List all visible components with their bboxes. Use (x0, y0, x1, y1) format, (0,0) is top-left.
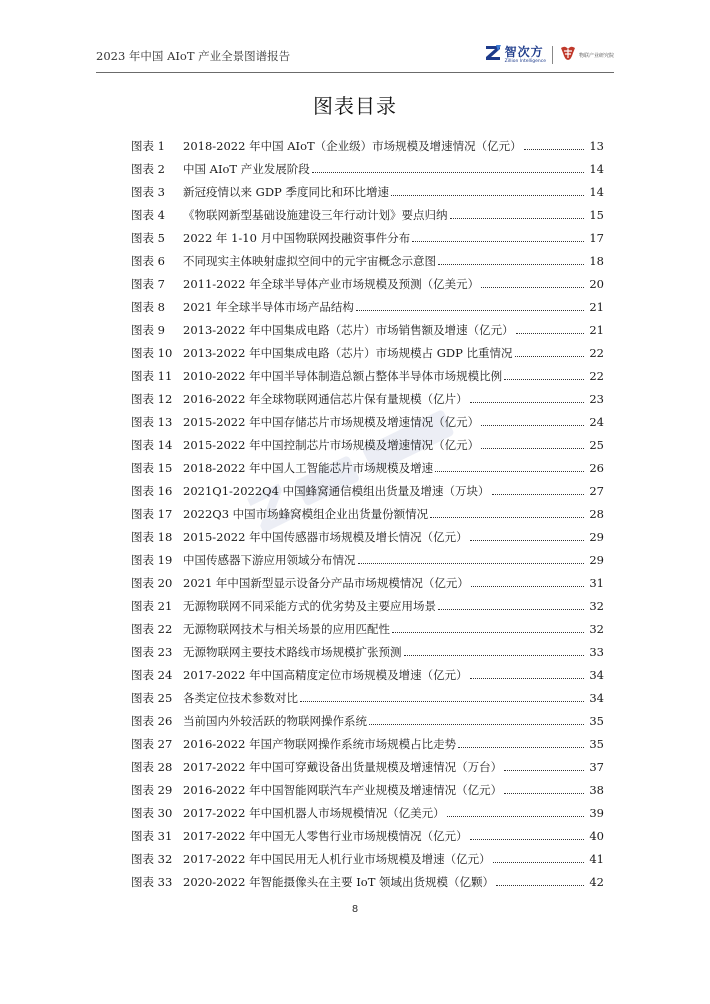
toc-entry[interactable] (131, 544, 604, 567)
toc-entry-label: 图表 10 (131, 346, 173, 360)
toc-entry-label: 图表 11 (131, 369, 173, 383)
toc-dot-leader (438, 264, 584, 265)
toc-entry-page: 21 (589, 323, 604, 337)
toc-entry-title: 各类定位技术参数对比 (183, 691, 298, 705)
toc-entry-page: 42 (589, 875, 604, 889)
toc-entry-label: 图表 12 (131, 392, 173, 406)
toc-entry[interactable] (131, 337, 604, 360)
toc-entry-title: 2017-2022 年中国高精度定位市场规模及增速（亿元） (183, 668, 468, 682)
toc-dot-leader (481, 448, 584, 449)
toc-entry-label: 图表 1 (131, 139, 165, 153)
toc-entry-title: 2010-2022 年中国半导体制造总额占整体半导体市场规模比例 (183, 369, 503, 383)
toc-entry[interactable] (131, 659, 604, 682)
toc-entry-title: 2017-2022 年中国可穿戴设备出货量规模及增速情况（万台） (183, 760, 503, 774)
toc-entry-page: 40 (589, 829, 604, 843)
toc-entry-title: 2016-2022 年中国智能网联汽车产业规模及增速情况（亿元） (183, 783, 503, 797)
toc-entry-title: 新冠疫情以来 GDP 季度同比和环比增速 (183, 185, 389, 199)
toc-entry-label: 图表 3 (131, 185, 165, 199)
toc-entry-page: 23 (589, 392, 604, 406)
toc-dot-leader (356, 310, 584, 311)
toc-dot-leader (470, 839, 584, 840)
toc-entry-title: 中国 AIoT 产业发展阶段 (183, 162, 310, 176)
toc-dot-leader (504, 793, 584, 794)
toc-dot-leader (450, 218, 585, 219)
toc-entry-page: 33 (589, 645, 604, 659)
toc-entry-title: 当前国内外较活跃的物联网操作系统 (183, 714, 367, 728)
toc-entry-label: 图表 31 (131, 829, 173, 843)
toc-entry-page: 37 (589, 760, 604, 774)
toc-entry-title: 2022Q3 中国市场蜂窝模组企业出货量份额情况 (183, 507, 429, 521)
toc-entry-label: 图表 20 (131, 576, 173, 590)
toc-entry-label: 图表 24 (131, 668, 173, 682)
toc-entry[interactable] (131, 774, 604, 797)
toc-entry[interactable] (131, 429, 604, 452)
toc-entry-label: 图表 26 (131, 714, 173, 728)
toc-dot-leader (430, 517, 584, 518)
toc-dot-leader (481, 425, 584, 426)
toc-dot-leader (312, 172, 584, 173)
toc-entry-page: 27 (589, 484, 604, 498)
toc-entry[interactable] (131, 866, 604, 889)
toc-entry-page: 26 (589, 461, 604, 475)
toc-entry-page: 14 (589, 162, 604, 176)
toc-entry-title: 无源物联网不同采能方式的优劣势及主要应用场景 (183, 599, 436, 613)
logo-main-text: 智次方 (504, 44, 544, 59)
toc-entry-title: 2020-2022 年智能摄像头在主要 IoT 领域出货规模（亿颗） (183, 875, 495, 889)
toc-entry-page: 20 (589, 277, 604, 291)
toc-entry[interactable] (131, 843, 604, 866)
toc-entry[interactable] (131, 475, 604, 498)
toc-entry-page: 21 (589, 300, 604, 314)
toc-entry-label: 图表 9 (131, 323, 165, 337)
toc-dot-leader (496, 885, 584, 886)
toc-entry-title: 无源物联网技术与相关场景的应用匹配性 (183, 622, 390, 636)
toc-dot-leader (470, 540, 584, 541)
toc-entry-title: 2021Q1-2022Q4 中国蜂窝通信模组出货量及增速（万块） (183, 484, 490, 498)
toc-entry-page: 18 (589, 254, 604, 268)
toc-entry-label: 图表 17 (131, 507, 173, 521)
toc-dot-leader (470, 678, 584, 679)
toc-entry[interactable] (131, 521, 604, 544)
toc-entry-page: 22 (589, 369, 604, 383)
toc-entry-page: 24 (589, 415, 604, 429)
toc-entry-label: 图表 19 (131, 553, 173, 567)
toc-dot-leader (300, 701, 584, 702)
toc-dot-leader (447, 816, 584, 817)
toc-entry-label: 图表 28 (131, 760, 173, 774)
toc-entry-label: 图表 18 (131, 530, 173, 544)
toc-dot-leader (515, 356, 584, 357)
toc-entry-title: 2015-2022 年中国传感器市场规模及增长情况（亿元） (183, 530, 468, 544)
toc-entry-title: 2015-2022 年中国控制芯片市场规模及增速情况（亿元） (183, 438, 480, 452)
report-title: 2023 年中国 AIoT 产业全景图谱报告 (96, 49, 291, 63)
toc-entry-page: 22 (589, 346, 604, 360)
toc-entry-title: 不同现实主体映射虚拟空间中的元宇宙概念示意图 (183, 254, 436, 268)
toc-entry[interactable] (131, 383, 604, 406)
toc-entry-page: 35 (589, 737, 604, 751)
toc-entry-page: 32 (589, 622, 604, 636)
toc-entry-title: 2018-2022 年中国人工智能芯片市场规模及增速 (183, 461, 434, 475)
toc-entry[interactable] (131, 176, 604, 199)
page-header (96, 40, 614, 73)
toc-entry-page: 14 (589, 185, 604, 199)
toc-entry[interactable] (131, 682, 604, 705)
toc-entry-label: 图表 7 (131, 277, 165, 291)
zhiyan-logo (483, 43, 546, 67)
toc-entry[interactable] (131, 636, 604, 659)
toc-entry[interactable] (131, 728, 604, 751)
toc-entry[interactable] (131, 130, 604, 153)
toc-entry[interactable] (131, 291, 604, 314)
toc-entry[interactable] (131, 498, 604, 521)
toc-entry-title: 2011-2022 年全球半导体产业市场规模及预测（亿美元） (183, 277, 480, 291)
toc-entry-title: 2021 年中国新型显示设备分产品市场规模情况（亿元） (183, 576, 469, 590)
toc-entry-title: 2017-2022 年中国无人零售行业市场规模情况（亿元） (183, 829, 468, 843)
toc-entry-label: 图表 5 (131, 231, 165, 245)
toc-dot-leader (504, 770, 584, 771)
toc-entry[interactable] (131, 820, 604, 843)
toc-entry[interactable] (131, 705, 604, 728)
toc-entry-title: 2016-2022 年国产物联网操作系统市场规模占比走势 (183, 737, 457, 751)
toc-entry[interactable] (131, 360, 604, 383)
toc-entry[interactable] (131, 613, 604, 636)
toc-entry[interactable] (131, 797, 604, 820)
toc-entry-label: 图表 30 (131, 806, 173, 820)
figure-toc (131, 130, 604, 889)
toc-entry-page: 29 (589, 530, 604, 544)
toc-entry-title: 《物联网新型基础设施建设三年行动计划》要点归纳 (183, 208, 448, 222)
toc-entry-page: 41 (589, 852, 604, 866)
toc-entry-title: 2022 年 1-10 月中国物联网投融资事件分布 (183, 231, 411, 245)
toc-dot-leader (392, 632, 584, 633)
toc-entry-page: 29 (589, 553, 604, 567)
partner-logo (559, 44, 614, 66)
toc-dot-leader (358, 563, 585, 564)
toc-entry-title: 2016-2022 年全球物联网通信芯片保有量规模（亿片） (183, 392, 468, 406)
toc-entry-label: 图表 14 (131, 438, 173, 452)
toc-entry-label: 图表 33 (131, 875, 173, 889)
logo-sub-text: Zillion Intelligence (504, 58, 546, 64)
toc-entry-label: 图表 21 (131, 599, 173, 613)
toc-entry-page: 35 (589, 714, 604, 728)
toc-entry-label: 图表 32 (131, 852, 173, 866)
toc-entry-label: 图表 2 (131, 162, 165, 176)
toc-dot-leader (471, 586, 584, 587)
toc-dot-leader (492, 494, 584, 495)
toc-entry-label: 图表 15 (131, 461, 173, 475)
toc-entry[interactable] (131, 452, 604, 475)
toc-entry-title: 2021 年全球半导体市场产品结构 (183, 300, 354, 314)
zhiyan-z-logo-icon (483, 43, 503, 67)
toc-entry[interactable] (131, 406, 604, 429)
toc-dot-leader (391, 195, 584, 196)
toc-entry-title: 2015-2022 年中国存储芯片市场规模及增速情况（亿元） (183, 415, 480, 429)
toc-entry-page: 34 (589, 668, 604, 682)
toc-entry-title: 无源物联网主要技术路线市场规模扩张预测 (183, 645, 402, 659)
toc-entry-label: 图表 27 (131, 737, 173, 751)
toc-entry[interactable] (131, 222, 604, 245)
toc-entry[interactable] (131, 567, 604, 590)
toc-entry-page: 28 (589, 507, 604, 521)
wuwei-logo-icon (559, 44, 577, 66)
toc-entry[interactable] (131, 245, 604, 268)
toc-entry[interactable] (131, 314, 604, 337)
toc-entry-label: 图表 29 (131, 783, 173, 797)
toc-entry-page: 39 (589, 806, 604, 820)
toc-entry-label: 图表 16 (131, 484, 173, 498)
toc-entry-label: 图表 4 (131, 208, 165, 222)
logo-area (483, 42, 614, 68)
toc-entry-title: 2018-2022 年中国 AIoT（企业级）市场规模及增速情况（亿元） (183, 139, 522, 153)
toc-dot-leader (493, 862, 584, 863)
toc-dot-leader (458, 747, 584, 748)
toc-entry-title: 2013-2022 年中国集成电路（芯片）市场销售额及增速（亿元） (183, 323, 514, 337)
toc-dot-leader (470, 402, 584, 403)
toc-dot-leader (369, 724, 584, 725)
logo-divider (552, 46, 553, 64)
toc-entry-title: 中国传感器下游应用领域分布情况 (183, 553, 356, 567)
toc-entry-title: 2013-2022 年中国集成电路（芯片）市场规模占 GDP 比重情况 (183, 346, 513, 360)
toc-entry-label: 图表 13 (131, 415, 173, 429)
toc-entry-page: 25 (589, 438, 604, 452)
toc-entry-page: 15 (589, 208, 604, 222)
toc-dot-leader (516, 333, 584, 334)
toc-entry-page: 13 (589, 139, 604, 153)
toc-dot-leader (438, 609, 584, 610)
toc-dot-leader (481, 287, 584, 288)
toc-entry[interactable] (131, 199, 604, 222)
toc-entry-page: 34 (589, 691, 604, 705)
toc-dot-leader (435, 471, 584, 472)
toc-entry-page: 32 (589, 599, 604, 613)
toc-entry-page: 31 (589, 576, 604, 590)
page-title: 图表目录 (313, 94, 397, 118)
toc-entry-label: 图表 22 (131, 622, 173, 636)
page-number: 8 (351, 904, 359, 915)
toc-entry[interactable] (131, 590, 604, 613)
toc-entry-page: 38 (589, 783, 604, 797)
toc-dot-leader (404, 655, 585, 656)
toc-entry-label: 图表 25 (131, 691, 173, 705)
toc-dot-leader (524, 149, 584, 150)
toc-entry-title: 2017-2022 年中国机器人市场规模情况（亿美元） (183, 806, 445, 820)
toc-entry[interactable] (131, 268, 604, 291)
toc-entry-title: 2017-2022 年中国民用无人机行业市场规模及增速（亿元） (183, 852, 491, 866)
partner-logo-text: 物联产业研究院 (578, 52, 614, 59)
toc-entry[interactable] (131, 153, 604, 176)
toc-entry-label: 图表 8 (131, 300, 165, 314)
toc-entry-page: 17 (589, 231, 604, 245)
toc-entry-label: 图表 6 (131, 254, 165, 268)
toc-entry[interactable] (131, 751, 604, 774)
toc-dot-leader (412, 241, 584, 242)
toc-dot-leader (504, 379, 584, 380)
toc-entry-label: 图表 23 (131, 645, 173, 659)
